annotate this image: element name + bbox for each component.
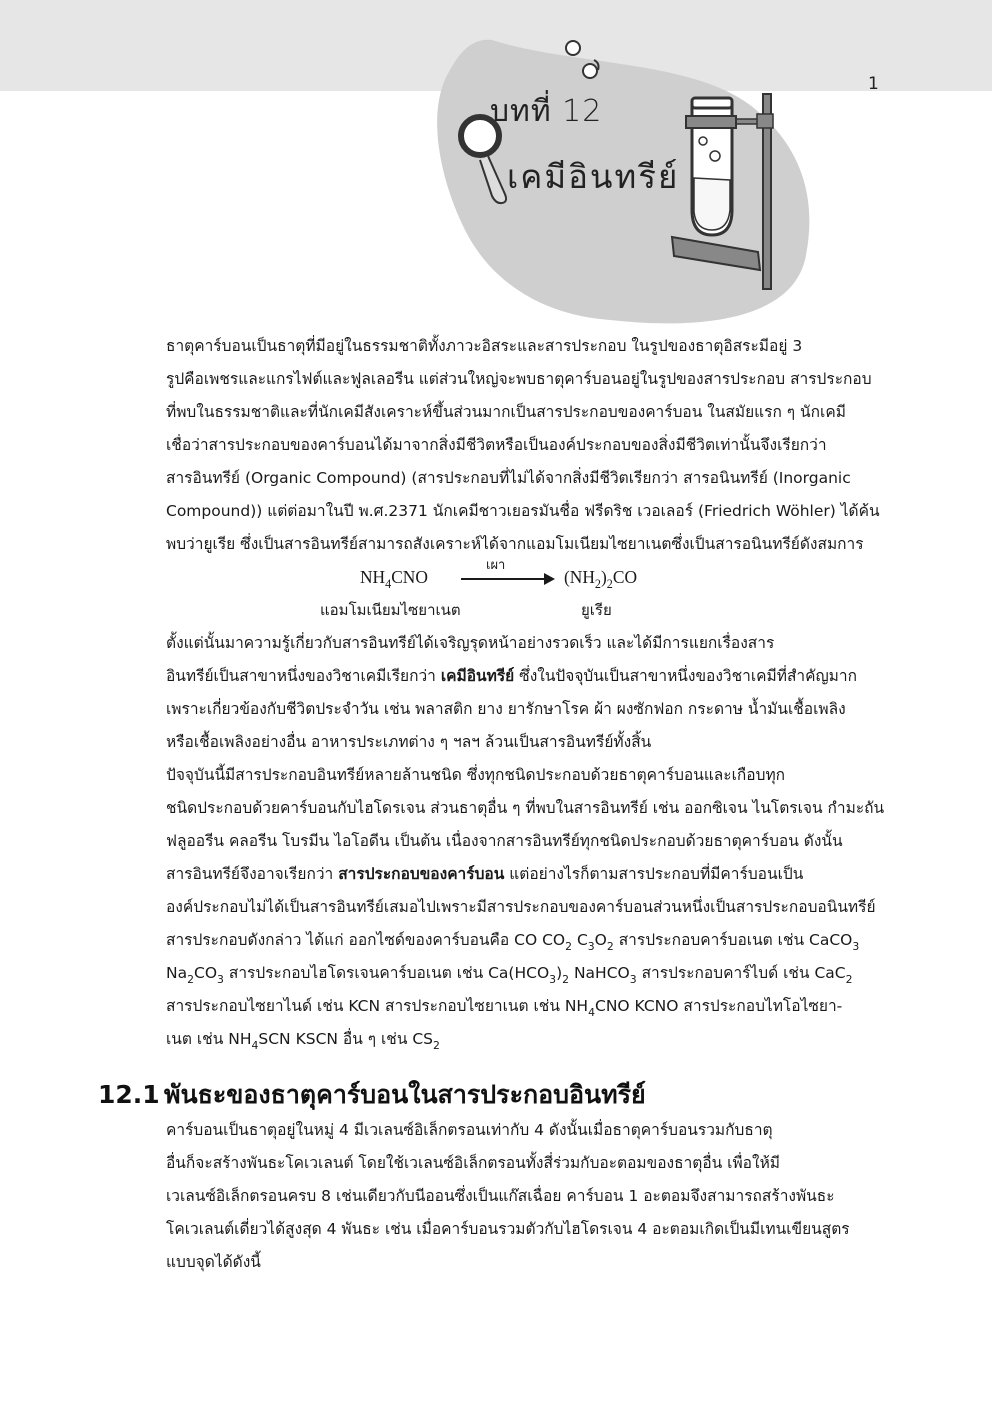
text-line: อินทรีย์เป็นสาขาหนึ่งของวิชาเคมีเรียกว่า เคมีอินทรีย์ ซึ่งในปัจจุบันเป็นสาขาหนึ่งของวิชาเคมีที่สำคัญมาก <box>166 667 857 685</box>
text-line: หรือเชื้อเพลิงอย่างอื่น อาหารประเภทต่าง ๆ ฯลฯ ล้วนเป็นสารอินทรีย์ทั้งสิ้น <box>166 733 652 751</box>
text-line: ชนิดประกอบด้วยคาร์บอนกับไฮโดรเจน ส่วนธาตุอื่น ๆ ที่พบในสารอินทรีย์ เช่น ออกซิเจน ไนโตรเจน กำมะถัน <box>166 799 885 817</box>
paragraph-compounds <box>98 759 904 1056</box>
document-body <box>98 330 904 1279</box>
equation-condition: เผา <box>486 558 506 573</box>
section-number: 12.1 <box>98 1080 160 1109</box>
text-line: เนต เช่น $NH_4SCN$ KSCN อื่น ๆ เช่น $CS_2$ <box>166 1030 440 1052</box>
text-line: Compound)) แต่ต่อมาในปี พ.ศ.2371 นักเคมีชาวเยอรมันชื่อ ฟรีดริช เวอเลอร์ (Friedrich Wöhler) ได้ค้น <box>166 502 880 520</box>
chemical-equation <box>98 558 904 627</box>
paragraph-intro <box>98 330 904 561</box>
text-line: ฟลูออรีน คลอรีน โบรมีน ไอโอดีน เป็นต้น เนื่องจากสารอินทรีย์ทุกชนิดประกอบด้วยธาตุคาร์บอน ดังนั้น <box>166 832 843 850</box>
text-line: อื่นก็จะสร้างพันธะโคเวเลนต์ โดยใช้เวเลนซ์อิเล็กตรอนทั้งสี่ร่วมกับอะตอมของธาตุอื่น เพื่อให้มี <box>166 1154 780 1172</box>
text-line: เพราะเกี่ยวข้องกับชีวิตประจำวัน เช่น พลาสติก ยาง ยารักษาโรค ผ้า ผงซักฟอก กระดาษ น้ำมันเชื้อเพลิง <box>166 700 846 718</box>
product-name: ยูเรีย <box>581 601 612 619</box>
chapter-label: บทที่ 12 <box>490 94 603 129</box>
page-number: 1 <box>868 74 879 94</box>
text-line: ปัจจุบันนี้มีสารประกอบอินทรีย์หลายล้านชนิด ซึ่งทุกชนิดประกอบด้วยธาตุคาร์บอนและเกือบทุก <box>166 766 786 784</box>
text-line: ที่พบในธรรมชาติและที่นักเคมีสังเคราะห์ขึ้นส่วนมากเป็นสารประกอบของคาร์บอน ในสมัยแรก ๆ นักเคมี <box>166 403 846 421</box>
paragraph-bonding <box>98 1114 904 1279</box>
text-line: เชื่อว่าสารประกอบของคาร์บอนได้มาจากสิ่งมีชีวิตหรือเป็นองค์ประกอบของสิ่งมีชีวิตเท่านั้นจึงเรียกว่า <box>166 436 827 454</box>
text-line: สารประกอบไซยาไนด์ เช่น KCN สารประกอบไซยาเนต เช่น $NH_4CNO$ KCNO สารประกอบไทโอไซยา- <box>166 997 843 1019</box>
text-line: รูปคือเพชรและแกรไฟต์และฟูลเลอรีน แต่ส่วนใหญ่จะพบธาตุคาร์บอนอยู่ในรูปของสารประกอบ สารประกอบ <box>166 370 872 388</box>
text-line: ตั้งแต่นั้นมาความรู้เกี่ยวกับสารอินทรีย์ได้เจริญรุดหน้าอย่างรวดเร็ว และได้มีการแยกเรื่องสาร <box>166 634 775 652</box>
text-line: เวเลนซ์อิเล็กตรอนครบ 8 เช่นเดียวกับนีออนซึ่งเป็นแก๊สเฉื่อย คาร์บอน 1 อะตอมจึงสามารถสร้างพันธะ <box>166 1187 835 1205</box>
text-line: พบว่ายูเรีย ซึ่งเป็นสารอินทรีย์สามารถสังเคราะห์ได้จากแอมโมเนียมไซยาเนตซึ่งเป็นสารอนินทรีย์ดังสมการ <box>166 535 864 553</box>
text-line: โคเวเลนต์เดี่ยวได้สูงสุด 4 พันธะ เช่น เมื่อคาร์บอนรวมตัวกับไฮโดรเจน 4 อะตอมเกิดเป็นมีเทนเขียนสูตร <box>166 1220 850 1238</box>
reactant-name: แอมโมเนียมไซยาเนต <box>320 601 461 619</box>
test-tube-icon <box>686 98 736 235</box>
section-heading <box>98 1076 904 1114</box>
section-title: พันธะของธาตุคาร์บอนในสารประกอบอินทรีย์ <box>164 1080 646 1109</box>
key-term: สารประกอบของคาร์บอน <box>338 865 505 883</box>
reaction-arrow-icon <box>461 578 553 580</box>
text-line: สารอินทรีย์จึงอาจเรียกว่า สารประกอบของคาร์บอน แต่อย่างไรก็ตามสารประกอบที่มีคาร์บอนเป็น <box>166 865 804 883</box>
text-line: สารประกอบดังกล่าว ได้แก่ ออกไซด์ของคาร์บอนคือ CO $CO_2$ $C_3O_2$ สารประกอบคาร์บอเนต เช่น CaCO$_3$ <box>166 931 860 953</box>
equation-reactant: $NH_4CNO$ <box>360 567 428 591</box>
text-line: สารอินทรีย์ (Organic Compound) (สารประกอบที่ไม่ได้จากสิ่งมีชีวิตเรียกว่า สารอนินทรีย์ (Inorganic <box>166 469 851 487</box>
chapter-title: เคมีอินทรีย์ <box>507 157 680 196</box>
text-line: แบบจุดได้ดังนี้ <box>166 1253 261 1271</box>
key-term: เคมีอินทรีย์ <box>440 667 515 685</box>
equation-product: $(NH_2)_2CO$ <box>564 567 638 591</box>
text-line: $Na_2CO_3$ สารประกอบไฮโดรเจนคาร์บอเนต เช่น $Ca(HCO_3)_2$ NaHCO$_3$ สารประกอบคาร์ไบด์ เช่น CaC$_2$ <box>166 964 853 986</box>
text-line: องค์ประกอบไม่ได้เป็นสารอินทรีย์เสมอไปเพราะมีสารประกอบของคาร์บอนส่วนหนึ่งเป็นสารประกอบอนินทรีย์ <box>166 898 876 916</box>
text-line: คาร์บอนเป็นธาตุอยู่ในหมู่ 4 มีเวเลนซ์อิเล็กตรอนเท่ากับ 4 ดังนั้นเมื่อธาตุคาร์บอนรวมกับธาตุ <box>166 1121 773 1139</box>
text-line: ธาตุคาร์บอนเป็นธาตุที่มีอยู่ในธรรมชาติทั้งภาวะอิสระและสารประกอบ ในรูปของธาตุอิสระมีอยู่ 3 <box>166 337 803 355</box>
paragraph-history <box>98 627 904 759</box>
